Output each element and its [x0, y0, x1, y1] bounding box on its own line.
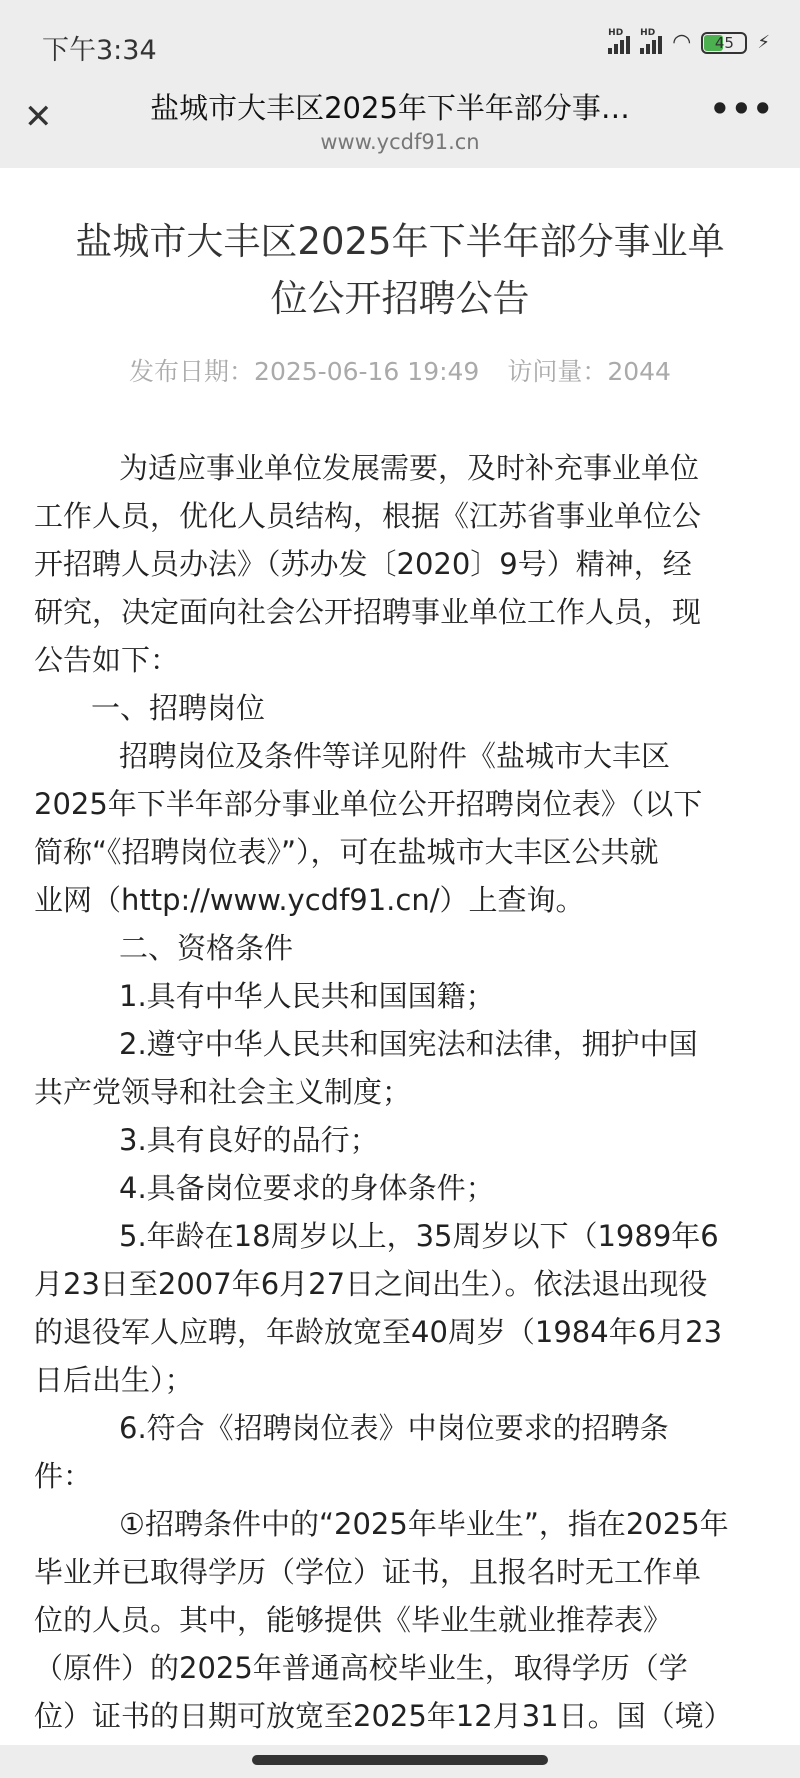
body-line: 开招聘人员办法》（苏办发〔2020〕9号）精神，经: [34, 547, 692, 581]
body-line: 的退役军人应聘，年龄放宽至40周岁（1984年6月23: [34, 1315, 723, 1349]
body-line: 二、资格条件: [119, 931, 294, 965]
battery-level: 45: [714, 33, 734, 52]
wifi-icon: ◠: [672, 30, 692, 55]
more-icon[interactable]: •••: [709, 90, 774, 128]
battery-icon: [701, 32, 747, 54]
body-line: 日后出生）；: [34, 1363, 194, 1397]
body-line: 5.年龄在18周岁以上，35周岁以下（1989年6: [119, 1219, 719, 1253]
body-line: 研究，决定面向社会公开招聘事业单位工作人员，现: [34, 595, 702, 629]
signal-icon: [608, 27, 630, 54]
body-line: 6.符合《招聘岗位表》中岗位要求的招聘条: [119, 1411, 669, 1445]
hd-label: HD: [608, 27, 624, 38]
title-line: 盐城市大丰区2025年下半年部分事业单: [75, 220, 725, 263]
body-line: 4.具备岗位要求的身体条件；: [119, 1171, 495, 1205]
close-icon[interactable]: ✕: [24, 97, 53, 137]
body-line: 2.遵守中华人民共和国宪法和法律，拥护中国: [119, 1027, 698, 1061]
view-count: 访问量：2044: [507, 357, 671, 386]
signal-icon: [640, 27, 662, 54]
body-line: 月23日至2007年6月27日之间出生）。依法退出现役: [34, 1267, 708, 1301]
browser-header: [0, 0, 800, 168]
page-title: 盐城市大丰区2025年下半年部分事…: [150, 91, 630, 125]
body-line: 2025年下半年部分事业单位公开招聘岗位表》（以下: [34, 787, 703, 821]
page-url: www.ycdf91.cn: [320, 130, 480, 154]
article-body: [34, 444, 774, 1740]
body-line: 件：: [34, 1459, 93, 1493]
home-indicator[interactable]: [252, 1755, 548, 1765]
body-line: （原件）的2025年普通高校毕业生，取得学历（学: [34, 1651, 688, 1685]
hd-label: HD: [640, 27, 656, 38]
body-line: 公告如下：: [34, 643, 180, 677]
status-time: 下午3:34: [42, 35, 157, 66]
body-line: 一、招聘岗位: [91, 691, 266, 725]
charging-icon: ⚡: [757, 32, 770, 53]
body-line: 位）证书的日期可放宽至2025年12月31日。国（境）: [34, 1699, 733, 1733]
gesture-bar: [0, 1745, 800, 1778]
body-line: 为适应事业单位发展需要，及时补充事业单位: [119, 451, 700, 485]
body-line: 业网（http://www.ycdf91.cn/）上查询。: [34, 883, 585, 917]
body-line: 招聘岗位及条件等详见附件《盐城市大丰区: [119, 739, 671, 773]
body-line: 简称“《招聘岗位表》”），可在盐城市大丰区公共就: [34, 835, 659, 869]
body-line: 1.具有中华人民共和国国籍；: [119, 979, 495, 1013]
publish-date: 发布日期：2025-06-16 19:49: [129, 357, 480, 386]
body-line: 3.具有良好的品行；: [119, 1123, 379, 1157]
body-line: 共产党领导和社会主义制度；: [34, 1075, 412, 1109]
body-line: 位的人员。其中，能够提供《毕业生就业推荐表》: [34, 1603, 673, 1637]
body-line: ①招聘条件中的“2025年毕业生”，指在2025年: [119, 1507, 729, 1541]
title-line: 位公开招聘公告: [270, 277, 530, 320]
status-icons: [608, 27, 770, 55]
article-title: [40, 213, 760, 327]
body-line: 工作人员，优化人员结构，根据《江苏省事业单位公: [34, 499, 702, 533]
body-line: 毕业并已取得学历（学位）证书，且报名时无工作单: [34, 1555, 702, 1589]
article-meta: [0, 352, 800, 388]
